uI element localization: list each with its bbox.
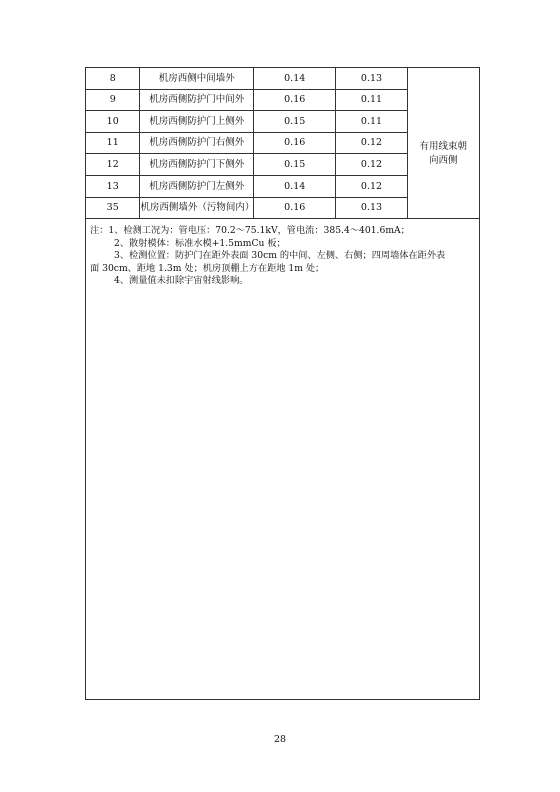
row-value-1: 0.16 <box>254 132 336 154</box>
row-value-1: 0.15 <box>254 111 336 133</box>
measurement-table <box>86 68 479 219</box>
row-number: 12 <box>86 154 140 176</box>
row-value-1: 0.14 <box>254 175 336 197</box>
row-value-1: 0.16 <box>254 89 336 111</box>
row-value-2: 0.13 <box>336 68 407 89</box>
row-number: 11 <box>86 132 140 154</box>
row-location: 机房西侧防护门右侧外 <box>140 132 254 154</box>
row-number: 35 <box>86 197 140 219</box>
row-number: 13 <box>86 175 140 197</box>
note-line-3a: 3、检测位置：防护门在距外表面 30cm 的中间、左侧、右侧；四周墙体在距外表 <box>114 250 446 261</box>
row-location: 机房西侧墙外（污物间内） <box>140 197 254 219</box>
row-value-2: 0.12 <box>336 154 407 176</box>
row-value-2: 0.13 <box>336 197 407 219</box>
note-line-2: 2、散射模体：标准水模+1.5mmCu 板； <box>114 237 286 249</box>
row-value-2: 0.12 <box>336 175 407 197</box>
row-value-2: 0.12 <box>336 132 407 154</box>
row-value-1: 0.14 <box>254 68 336 89</box>
row-number: 8 <box>86 68 140 89</box>
page-number: 28 <box>273 734 287 745</box>
note-line-1: 注：1、检测工况为：管电压：70.2～75.1kV，管电流：385.4～401.6mA； <box>90 225 410 236</box>
note-line-4: 4、测量值未扣除宇宙射线影响。 <box>114 275 249 286</box>
note-line-3b: 面 30cm、距地 1.3m 处；机房顶棚上方在距地 1m 处； <box>90 262 325 274</box>
row-value-1: 0.16 <box>254 197 336 219</box>
table-row <box>86 89 479 111</box>
row-location: 机房西侧防护门中间外 <box>140 89 254 111</box>
report-frame <box>85 67 480 700</box>
remark-cell-top <box>407 68 479 89</box>
table-row <box>86 68 479 89</box>
notes-block <box>90 225 476 288</box>
row-location: 机房西侧防护门下侧外 <box>140 154 254 176</box>
row-value-2: 0.11 <box>336 89 407 111</box>
row-value-1: 0.15 <box>254 154 336 176</box>
row-location: 机房西侧中间墙外 <box>140 68 254 89</box>
row-number: 9 <box>86 89 140 111</box>
row-location: 机房西侧防护门左侧外 <box>140 175 254 197</box>
row-number: 10 <box>86 111 140 133</box>
row-value-2: 0.11 <box>336 111 407 133</box>
remark-cell <box>407 89 479 219</box>
row-location: 机房西侧防护门上侧外 <box>140 111 254 133</box>
remark-text: 有用线束朝向西侧 <box>419 140 468 166</box>
